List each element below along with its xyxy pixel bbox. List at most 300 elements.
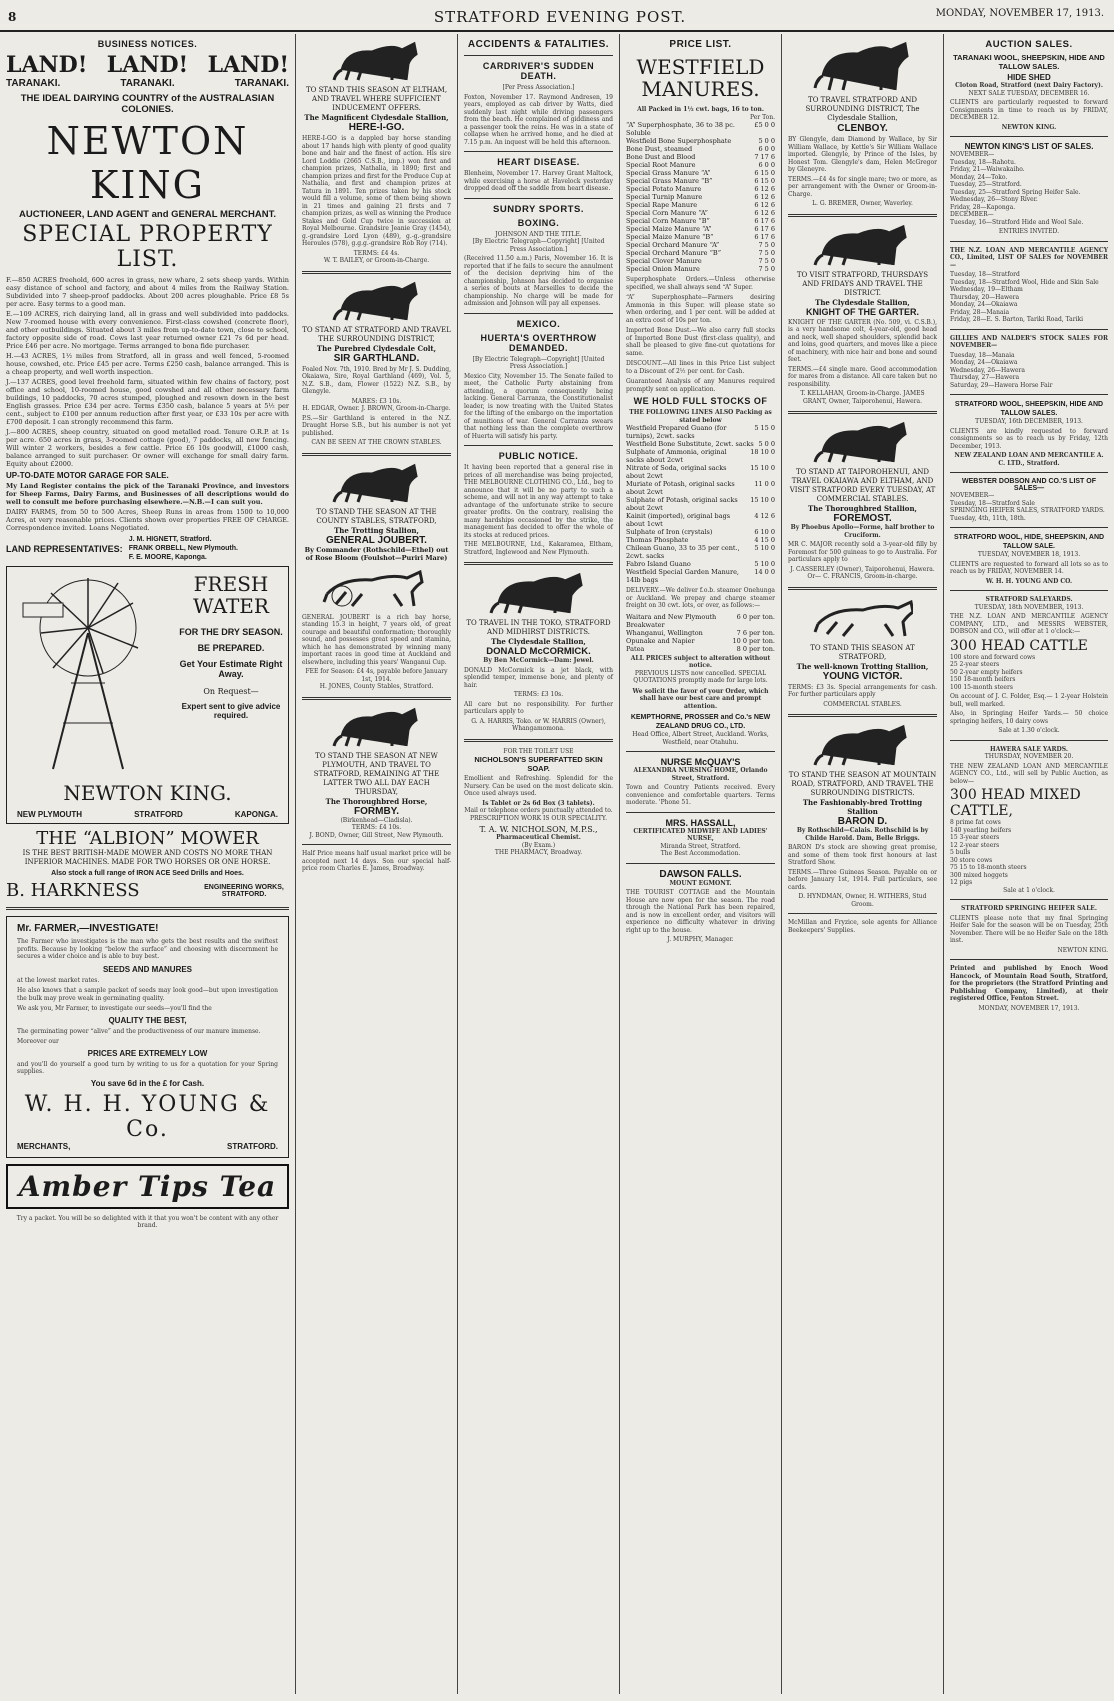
price-item-name: Westfield Bone Superphosphate bbox=[626, 137, 732, 145]
divider bbox=[950, 740, 1108, 741]
cattle-lot: 300 mixed hoggets bbox=[950, 871, 1008, 879]
divider bbox=[788, 913, 937, 914]
divider bbox=[950, 472, 1108, 473]
windmill-copy bbox=[175, 573, 287, 720]
price-item-name: Westfield Bone Substitute, 2cwt. sacks bbox=[626, 440, 754, 448]
garter-name: KNIGHT OF THE GARTER. bbox=[806, 306, 919, 317]
garthland-sub: The Purebred Clydesdale Colt, bbox=[316, 343, 437, 353]
hide-sale-date: TUESDAY, NOVEMBER 18, 1913. bbox=[977, 551, 1081, 558]
price-row bbox=[626, 169, 775, 177]
price-item-name: Thomas Phosphate bbox=[626, 536, 689, 544]
we-ask-text: We ask you, Mr Farmer, to investigate our seeds—you'll find the bbox=[17, 1005, 212, 1012]
heifer-signature: NEWTON KING. bbox=[1057, 946, 1108, 954]
reps-label: LAND REPRESENTATIVES: bbox=[6, 543, 123, 554]
rep-name: FRANK ORBELL, New Plymouth. bbox=[128, 545, 238, 552]
sale-date-item: Thursday, 27—Hawera bbox=[950, 374, 1020, 381]
price-item-name: Whanganui, Wellington bbox=[626, 628, 703, 637]
town: NEW PLYMOUTH bbox=[17, 810, 83, 819]
divider bbox=[950, 959, 1108, 960]
price-item-name: Special Clover Manure bbox=[626, 257, 702, 265]
land-register-text: My Land Register contains the pick of the Taranaki Province, and investors for Sheep Farms, Dairy Farms, and Businesses of all descriptions would do well to consult me before purchasing elsewhere.—N.B.—I can suit you. bbox=[6, 482, 289, 506]
price-row bbox=[626, 241, 775, 249]
sundry-sports-heading: SUNDRY SPORTS. bbox=[493, 203, 584, 215]
accidents-heading: ACCIDENTS & FATALITIES. bbox=[467, 39, 610, 50]
garter-heading: TO VISIT STRATFORD, THURSDAYS AND FRIDAYS AND TRAVEL THE DISTRICT. bbox=[796, 270, 929, 297]
super-orders: Superphosphate Orders.—Unless otherwise specified, we shall always send “A” Super. bbox=[626, 276, 775, 291]
price-item-name: Nitrate of Soda, original sacks about 2cwt bbox=[626, 464, 727, 480]
divider bbox=[464, 562, 613, 565]
divider bbox=[464, 313, 613, 314]
price-row bbox=[626, 217, 775, 225]
formby-name: FORMBY. bbox=[354, 805, 399, 817]
beekeepers-notice: McMillan and Fryzice, sole agents for Alliance Beekeepers' Supplies. bbox=[788, 919, 937, 934]
victor-sub: The well-known Trotting Stallion, bbox=[796, 661, 929, 671]
heifer-heading: STRATFORD SPRINGING HEIFER SALE. bbox=[961, 905, 1097, 912]
divider bbox=[788, 714, 937, 717]
nk-sales-heading: NEWTON KING'S LIST OF SALES. bbox=[964, 142, 1094, 151]
price-row bbox=[626, 177, 775, 185]
johnson-body: (Received 11.50 a.m.) Paris, November 16. It is reported that if he fails to secure the annulment of the decision depriving him of the championship, Johnson has decided to organise a series of bouts at Marseilles to decide the championship. No charge will be made for admission and Johnson will pay all expenses. bbox=[464, 255, 613, 307]
hassall-sub: CERTIFICATED MIDWIFE AND LADIES' NURSE, bbox=[633, 827, 768, 842]
price-row bbox=[626, 613, 775, 629]
sale-date-item: Wednesday, 26—Stony River. bbox=[950, 196, 1038, 203]
newton-king-sign: NEWTON KING. bbox=[63, 781, 232, 805]
saleyards-heading: STRATFORD SALEYARDS. bbox=[985, 596, 1073, 603]
price-item-name: Patea bbox=[626, 644, 645, 653]
price-item-value: 7 5 0 bbox=[758, 241, 775, 249]
column-price-list bbox=[620, 34, 782, 1694]
merchants-label: MERCHANTS, bbox=[17, 1141, 71, 1151]
soap-heading: FOR THE TOILET USE bbox=[503, 747, 574, 755]
sale-date-item: Saturday, 29—Hawera Horse Fair bbox=[950, 381, 1053, 389]
price-item-name: Chilean Guano, 33 to 35 per cent., 2cwt. sacks bbox=[626, 544, 740, 560]
hawera-date: THURSDAY, NOVEMBER 20. bbox=[984, 753, 1074, 760]
price-item-name: Special Root Manure bbox=[626, 161, 696, 169]
foremost-body: MR C. MAJOR recently sold a 3-year-old filly by Foremost for 500 guineas to go to Australia. For particulars apply to bbox=[788, 541, 937, 563]
nurse-home: ALEXANDRA NURSING HOME, Orlando Street, Stratford. bbox=[633, 767, 768, 782]
save-line: You save 6d in the £ for Cash. bbox=[90, 1078, 205, 1088]
kempthorne-name: KEMPTHORNE, PROSSER and Co.'s NEW ZEALAND DRUG CO., LTD. bbox=[630, 714, 771, 730]
head-cattle-heading: 300 HEAD CATTLE bbox=[950, 637, 1088, 654]
nurse-body: Town and Country Patients received. Every convenience and comfortable quarters. Terms moderate. 'Phone 51. bbox=[626, 784, 775, 806]
baron-sub: The Fashionably-bred Trotting Stallion bbox=[802, 798, 923, 816]
cattle-lot: 8 prime fat cows bbox=[950, 819, 1001, 826]
price-item-value: 5 10 0 bbox=[754, 560, 775, 568]
price-item-value: 6 12 6 bbox=[754, 209, 775, 217]
price-row bbox=[626, 528, 775, 536]
price-item-name: Waitara and New Plymouth Breakwater bbox=[626, 612, 717, 629]
horse-illustration bbox=[489, 571, 589, 615]
entries-invited: ENTRIES INVITED. bbox=[998, 228, 1060, 235]
ammonia-note: “A” Superphosphate—Farmers desiring Ammonia in this Super. will please state so when ordering, and 1 per cent. will be added at an extra cost of 10s per ton. bbox=[626, 294, 775, 324]
manure-price-list bbox=[626, 121, 775, 273]
price-row bbox=[626, 201, 775, 209]
heart-disease-body: Blenheim, November 17. Harvey Grant Maltock, while exercising a horse at Havelock yesterday dropped dead off the saddle from heart disease. bbox=[464, 170, 613, 192]
price-item-value: 5 0 0 bbox=[758, 440, 775, 448]
germinating-text: The germinating power “alive” and the productiveness of our manure immense. bbox=[17, 1027, 261, 1035]
newton-king-heading: NEWTON KING bbox=[46, 119, 249, 207]
price-item-value: 14 0 0 bbox=[754, 568, 775, 576]
webster-list bbox=[950, 492, 1108, 522]
price-item-name: Westfield Prepared Guano (for turnips), 2cwt. sacks bbox=[626, 424, 727, 440]
price-item-value: 7 5 0 bbox=[758, 257, 775, 265]
farmer-advert bbox=[6, 916, 289, 1158]
farmer-body: The Farmer who investigates is the man who gets the best results and the swiftest profits. Because by looking “below the surface” and choosing with discernment he secures a wider choice and is able to buy best. bbox=[17, 938, 278, 960]
price-row bbox=[626, 265, 775, 273]
price-row bbox=[626, 536, 775, 544]
horse-illustration bbox=[332, 280, 422, 322]
price-row bbox=[626, 629, 775, 637]
price-row bbox=[626, 225, 775, 233]
sample-text: He also knows that a sample packet of seeds may look good—but upon investigation the bulk may prove weak in germinating quality. bbox=[17, 987, 278, 1002]
sale-date-item: Tuesday, 18—Stratford Wool, Hide and Skin Sale bbox=[950, 278, 1099, 286]
soap-body: Emollient and Refreshing. Splendid for the Nursery. Can be used on the most delicate skin. Once used always used. bbox=[464, 775, 613, 797]
town: STRATFORD bbox=[134, 810, 183, 819]
gillies-heading: GILLIES AND NALDER'S STOCK SALES FOR NOVEMBER— bbox=[950, 334, 1108, 349]
sale-date-item: SPRINGING HEIFER SALES, STRATFORD YARDS. bbox=[950, 507, 1105, 514]
price-row bbox=[626, 645, 775, 653]
mccormick-sub: The Clydesdale Stallion, bbox=[491, 637, 586, 646]
sale-date-item: Tuesday, 16—Stratford Hide and Wool Sale. bbox=[950, 218, 1084, 226]
telegraph-source: [By Electric Telegraph—Copyright] [United Press Association.] bbox=[472, 238, 605, 253]
baron-owner: D. HYNDMAN, Owner, H. WITHERS, Stud Groom. bbox=[798, 893, 927, 908]
sale-date-item: DECEMBER— bbox=[950, 211, 994, 218]
divider bbox=[950, 527, 1108, 528]
sale-date-item: Tuesday, 18—Stratford Sale bbox=[950, 499, 1035, 507]
price-item-value: 5 10 0 bbox=[754, 544, 775, 552]
engineering-works: ENGINEERING WORKS, STRATFORD. bbox=[204, 883, 284, 898]
divider bbox=[950, 136, 1108, 137]
price-item-value: 6 0 0 bbox=[758, 161, 775, 169]
solicit-line: We solicit the favor of your Order, which shall have our best care and prompt attention. bbox=[632, 687, 769, 710]
nk-sales-list bbox=[950, 159, 1108, 227]
taranaki-word: TARANAKI. bbox=[234, 78, 289, 89]
price-row bbox=[626, 448, 775, 464]
stratford-label: STRATFORD. bbox=[227, 1141, 278, 1151]
price-item-name: Bone Dust and Blood bbox=[626, 153, 696, 161]
sale-date-item: Tuesday, 4th, 11th, 18th. bbox=[950, 514, 1026, 522]
price-row bbox=[626, 185, 775, 193]
mccormick-care: All care but no responsibility. For further particulars apply to bbox=[464, 700, 613, 715]
nz-loan-heading: THE N.Z. LOAN AND MERCANTILE AGENCY CO., Limited, LIST OF SALES for NOVEMBER— bbox=[950, 246, 1108, 269]
sale-date-item: Wednesday, 26—Hawera bbox=[950, 366, 1025, 374]
taranaki-row bbox=[6, 78, 289, 89]
albion-mower-sub: IS THE BEST BRITISH-MADE MOWER AND COSTS NO MORE THAN INFERIOR MACHINES. MADE FOR TWO HORSES OR ONE HORSE. bbox=[22, 849, 273, 866]
divider bbox=[950, 590, 1108, 591]
price-item-name: Special Corn Manure “A” bbox=[626, 209, 708, 217]
listing: H.—43 ACRES, 1½ miles from Stratford, all in grass and well fenced, 5-roomed house, cowshed, etc. Price £45 per acre. Terms £250 cash, balance arranged. This is a cheap property, and well worth inspection. bbox=[6, 352, 289, 376]
fresh-water-heading: FRESH WATER bbox=[193, 572, 269, 618]
quality-heading: QUALITY THE BEST, bbox=[108, 1015, 187, 1025]
listing: F.—850 ACRES freehold, 600 acres in grass, new whare, 2 sets sheep yards. Within easy distance of school and factory, and about 4 miles from the Railway Station. Subdivided into 7 sheep-proof paddocks. About 200 acres ploughable. Price £8 5s per acre. Easy terms to a good man. bbox=[6, 276, 289, 308]
cattle-lot: 150 18-month heifers bbox=[950, 676, 1016, 683]
nicholson-name: T. A. W. NICHOLSON, M.P.S., bbox=[479, 825, 598, 834]
windmill-advert bbox=[6, 566, 289, 824]
foremost-owner: J. CASSERLEY (Owner), Taiporohenui, Hawera. Or— C. FRANCIS, Groom-in-charge. bbox=[790, 565, 935, 580]
cattle-lot: 30 store cows bbox=[950, 856, 993, 864]
price-item-name: Kainit (imported), original bags about 1cwt bbox=[626, 512, 731, 528]
price-item-name: Special Grass Manure “B” bbox=[626, 177, 713, 185]
heifer-body: CLIENTS please note that my final Springing Heifer Sale for the season will be on Tuesday, 25th November. There will be no Heifer Sale on the 18th inst. bbox=[950, 914, 1108, 944]
wool-sales-heading: TARANAKI WOOL, SHEEPSKIN, HIDE AND TALLOW SALES. bbox=[953, 53, 1105, 71]
pharmacy-line: THE PHARMACY, Broadway. bbox=[494, 849, 583, 856]
soap-mail: Mail or telephone orders punctually attended to. bbox=[464, 807, 613, 814]
joubert-name: GENERAL JOUBERT. bbox=[326, 534, 427, 546]
price-item-value: 6 15 0 bbox=[754, 169, 775, 177]
horse-illustration bbox=[332, 706, 422, 748]
dawson-manager: J. MURPHY, Manager. bbox=[667, 936, 734, 943]
price-item-value: 6 12 6 bbox=[754, 201, 775, 209]
folder-note: On account of J. C. Folder, Esq.— 1 2-year Holstein bull, well marked. bbox=[950, 693, 1108, 708]
packed-line: All Packed in 1½ cwt. bags, 16 to ton. bbox=[637, 106, 764, 113]
mccormick-terms: TERMS: £3 10s. bbox=[513, 691, 564, 698]
land-banner bbox=[6, 52, 289, 78]
cattle-lot: 100 15-month steers bbox=[950, 683, 1013, 691]
price-item-name: Sulphate of Potash, original sacks about 2cwt bbox=[626, 496, 738, 512]
imprint-date: MONDAY, NOVEMBER 17, 1913. bbox=[978, 1004, 1080, 1012]
hassall-address: Miranda Street, Stratford. bbox=[660, 842, 741, 850]
per-ton-label: Per Ton. bbox=[749, 113, 775, 121]
victor-terms: TERMS: £3 3s. Special arrangements for cash. For further particulars apply bbox=[788, 683, 937, 698]
newspaper-title: STRATFORD EVENING POST. bbox=[433, 8, 687, 26]
divider bbox=[302, 271, 451, 274]
merchants-row bbox=[17, 1142, 278, 1151]
divider bbox=[950, 241, 1108, 242]
divider bbox=[302, 844, 451, 845]
column-stallions-1 bbox=[296, 34, 458, 1694]
garthland-terms: MARES: £3 10s. bbox=[351, 397, 402, 405]
nz-loan-list bbox=[950, 271, 1108, 324]
dairy-farms-text: DAIRY FARMS, from 50 to 500 Acres, Sheep Runs in areas from 1500 to 10,000 Acres, at very reasonable prices. Clients shown over properties FREE OF CHARGE. Correspondence invited. Loans Negotiated. bbox=[6, 508, 289, 532]
price-item-value: 6 0 0 bbox=[758, 145, 775, 153]
divider bbox=[950, 899, 1108, 900]
sale-date-item: Friday, 21—Waiwakaiho. bbox=[950, 166, 1025, 173]
freight-list bbox=[626, 613, 775, 653]
clenboy-body: BY Glengyle, dam Diamond by Wallace, by Sir William Wallace, by Kettle's Sir William Wallace imported. Glengyle, by Prince of the Isles, by Honest Tom. Glengyle's dam, Helen McGregor by Gleneyre. bbox=[788, 136, 937, 173]
mixed-cattle-list bbox=[950, 819, 1108, 887]
price-item-name: Fabro Island Guano bbox=[626, 560, 691, 568]
alteration-note: ALL PRICES subject to alteration without notice. bbox=[630, 654, 771, 669]
garthland-heading: TO STAND AT STRATFORD AND TRAVEL THE SURROUNDING DISTRICT, bbox=[302, 325, 451, 343]
price-item-name: Special Maize Manure “B” bbox=[626, 233, 714, 241]
baron-name: BARON D. bbox=[837, 816, 888, 827]
price-row bbox=[626, 440, 775, 448]
price-item-name: Muriate of Potash, original sacks about 2cwt bbox=[626, 480, 735, 496]
windmill-illustration bbox=[13, 573, 163, 773]
divider bbox=[950, 329, 1108, 330]
crown-stables: CAN BE SEEN AT THE CROWN STABLES. bbox=[311, 439, 442, 446]
price-item-value: 4 12 6 bbox=[754, 512, 775, 520]
taranaki-word: TARANAKI. bbox=[6, 78, 61, 89]
joubert-heading: TO STAND THE SEASON AT THE COUNTY STABLES, STRATFORD, bbox=[316, 507, 437, 525]
land-representatives bbox=[6, 535, 289, 562]
price-row bbox=[626, 424, 775, 440]
foremost-by: By Phoebus Apollo—Forme, half brother to Cruciform. bbox=[790, 524, 935, 539]
price-row bbox=[626, 153, 775, 161]
divider bbox=[626, 812, 775, 813]
dawson-body: THE TOURIST COTTAGE and the Mountain House are now open for the season. The road through the National Park has been repaired, and is now in excellent order, and visitors will experience no difficulty whatever in driving right up to the house. bbox=[626, 889, 775, 934]
land-word: LAND! bbox=[106, 52, 189, 78]
price-item-name: Bone Dust, steamed bbox=[626, 145, 693, 153]
sale-date-item: Tuesday, 18—Rahotu. bbox=[950, 158, 1016, 166]
issue-date: MONDAY, NOVEMBER 17, 1913. bbox=[935, 8, 1104, 19]
harkness-name: B. HARKNESS bbox=[6, 880, 140, 901]
be-prepared-line: BE PREPARED. bbox=[197, 643, 265, 653]
farmer-heading: Mr. FARMER,—INVESTIGATE! bbox=[17, 923, 159, 934]
soap-price: Is Tablet or 2s 6d Box (3 tablets). bbox=[482, 799, 595, 807]
price-row bbox=[626, 560, 775, 568]
horse-illustration bbox=[813, 420, 913, 464]
price-row bbox=[626, 480, 775, 496]
baron-terms: TERMS.—Three Guineas Season. Payable on or before January 1st, 1914. Full particulars, see cards. bbox=[788, 868, 937, 891]
page-number: 8 bbox=[8, 10, 17, 24]
baron-body: BARON D's stock are showing great promise, and some of them took first honours at last Stratford Show. bbox=[788, 844, 937, 866]
price-item-name: Special Orchard Manure “B” bbox=[626, 249, 722, 257]
victor-owner: COMMERCIAL STABLES. bbox=[823, 700, 902, 708]
divider bbox=[950, 394, 1108, 395]
johnson-heading: JOHNSON AND THE TITLE. bbox=[495, 230, 582, 238]
divider bbox=[788, 587, 937, 590]
garage-heading: UP-TO-DATE MOTOR GARAGE FOR SALE. bbox=[6, 471, 169, 480]
hawera-body: THE NEW ZEALAND LOAN AND MERCANTILE AGENCY CO., Ltd., will sell by Public Auction, as below— bbox=[950, 762, 1108, 785]
branch-towns bbox=[17, 810, 278, 819]
public-notice-body: It having been reported that a general rise in prices of all merchandise was being projected, THE MELBOURNE CLOTHING CO., Ltd., beg to announce that it will be no party to such a scheme, and will not in any way attempt to take advantage of the unfortunate strike to secure greater profits. On the contrary, realising the many hardships occasioned by the strike, the management has decided to offer the whole of its stocks at reduced prices. bbox=[464, 464, 613, 539]
printers-imprint: Printed and published by Enoch Wood Hancock, of Mountain Road South, Stratford, for the proprietors (the Stratford Printing and Publishing Company, Limited), at their registered Office, Fenton Street. bbox=[950, 965, 1108, 1002]
price-item-value: 11 0 0 bbox=[754, 480, 775, 488]
boxing-heading: BOXING. bbox=[517, 217, 560, 228]
listing: J.—137 ACRES, good level freehold farm, situated within few chains of factory, post office and school, 10-roomed house, good cowshed and all other necessary farm buildings, 10 paddocks, 70 acres stumped, ploughed and resown down in the best English grasses. Price £34 per acre. Terms £350 cash, balance 5 years at 5½ per cent., subject to £100 per annum reduction after first year, or £33 10s per acre with £700 deposit. I can strongly recommend this farm. bbox=[6, 378, 289, 426]
hereigo-terms: TERMS: £4 4s. bbox=[353, 249, 400, 257]
price-row bbox=[626, 464, 775, 480]
price-row bbox=[626, 193, 775, 201]
foremost-sub: The Thoroughbred Stallion, bbox=[808, 504, 917, 513]
horse-illustration bbox=[813, 723, 913, 767]
formby-terms: TERMS: £4 10s. bbox=[351, 824, 402, 831]
garthland-owner: H. EDGAR, Owner. J. BROWN, Groom-in-Charge. bbox=[302, 405, 451, 412]
sale-time: Sale at 1 o'clock. bbox=[1003, 886, 1055, 894]
cattle-list bbox=[950, 654, 1108, 692]
head-office: Head Office, Albert Street, Auckland. Works, Westfield, near Otahuhu. bbox=[632, 731, 769, 746]
garter-sub: The Clydesdale Stallion, bbox=[815, 297, 910, 307]
nz-loan-stratford: NEW ZEALAND LOAN AND MERCANTILE A. C. LTD., Stratford. bbox=[954, 452, 1104, 467]
divider bbox=[464, 198, 613, 199]
price-item-name: Special Corn Manure “B” bbox=[626, 217, 710, 225]
cardriver-heading: CARDRIVER'S SUDDEN DEATH. bbox=[482, 61, 595, 81]
garter-owner: T. KELLAHAN, Groom-in-Charge. JAMES GRANT, Owner, Taiporohenui, Hawera. bbox=[800, 390, 925, 405]
horse-illustration bbox=[332, 40, 422, 82]
price-item-name: Special Turnip Manure bbox=[626, 193, 703, 201]
formby-owner: J. BOND, Owner, Gill Street, New Plymouth. bbox=[309, 831, 444, 839]
price-item-value: 6 15 0 bbox=[754, 177, 775, 185]
joubert-fee: FEE for Season: £4 4s, payable before January 1st, 1914. bbox=[305, 668, 448, 683]
formby-heading: TO STAND THE SEASON AT NEW PLYMOUTH, AND TRAVEL TO STRATFORD, REMAINING AT THE LATTER TWO ALL DAY EACH THURSDAY, bbox=[313, 751, 440, 796]
cattle-lot: 15 3-year steers bbox=[950, 834, 1000, 841]
mccormick-body: DONALD McCormick is a jet black, with splendid temper, immense bone, and plenty of hair. bbox=[464, 666, 613, 689]
divider bbox=[626, 863, 775, 864]
newton-king-sig: NEWTON KING. bbox=[1001, 123, 1057, 131]
price-item-value: 4 15 0 bbox=[754, 536, 775, 544]
divider bbox=[302, 453, 451, 456]
joubert-sub: The Trotting Stallion, bbox=[334, 525, 419, 535]
other-lines-price-list bbox=[626, 424, 775, 584]
reps-list bbox=[129, 535, 238, 562]
dawson-falls-heading: DAWSON FALLS. bbox=[659, 868, 742, 880]
hide-sale-heading: STRATFORD WOOL, HIDE, SHEEPSKIN, AND TALLOW SALE. bbox=[953, 534, 1105, 550]
expert-line: Expert sent to give advice required. bbox=[181, 702, 281, 720]
nurse-heading: NURSE McQUAY'S bbox=[660, 757, 741, 767]
sale-time: Sale at 1.30 o'clock. bbox=[998, 727, 1060, 734]
listing: J.—800 ACRES, sheep country, situated on good metalled road. Tenure O.R.P. at 1s per acre. 650 acres in grass, 3-roomed cottage (good), 7 paddocks, all new fencing. Will winter 2 workers, besides a few cattle. Price £6 10s goodwill, £1000 cash, balance arranged to suit purchaser. Or owner will exchange for small dairy farm. Equity about £2000. bbox=[6, 428, 289, 468]
rep-name: F. E. MOORE, Kaponga. bbox=[128, 554, 207, 561]
auctioneer-line: AUCTIONEER, LAND AGENT and GENERAL MERCHANT. bbox=[18, 209, 277, 220]
sale-date-item: Friday, 28—Manaia bbox=[950, 308, 1010, 316]
analysis-note: Guaranteed Analysis of any Manures required promptly sent on application. bbox=[626, 378, 775, 393]
price-item-name: Opunake and Napier bbox=[626, 636, 695, 645]
hereigo-sub: The Magnificent Clydesdale Stallion, bbox=[304, 113, 449, 122]
price-row bbox=[626, 496, 775, 512]
divider bbox=[464, 151, 613, 152]
price-row bbox=[626, 512, 775, 528]
property-listings bbox=[6, 276, 289, 468]
price-item-value: 6 10 0 bbox=[754, 528, 775, 536]
amber-tips-tea-logo: Amber Tips Tea bbox=[6, 1164, 289, 1209]
divider bbox=[464, 445, 613, 446]
price-row bbox=[626, 121, 775, 137]
westfield-manures-heading: WESTFIELD MANURES. bbox=[636, 55, 765, 101]
price-row bbox=[626, 145, 775, 153]
heart-disease-heading: HEART DISEASE. bbox=[497, 157, 580, 167]
estimate-line: Get Your Estimate Right Away. bbox=[179, 659, 283, 679]
seeds-heading: SEEDS AND MANURES bbox=[102, 964, 193, 974]
half-price-notice: Half Price means half usual market price will be accepted next 14 days. Son our special half-price room Charles E. James, Broadway. bbox=[302, 850, 451, 872]
garter-terms: TERMS.—£4 single mare. Good accommodation for mares from a distance. All care taken but no responsibility. bbox=[788, 365, 937, 388]
sale-date-item: Monday, 24—Okaiawa bbox=[950, 359, 1018, 366]
price-item-value: 6 0 per ton. bbox=[736, 612, 775, 621]
divider bbox=[464, 739, 613, 742]
sale-date-item: Tuesday, 25—Stratford Spring Heifer Sale. bbox=[950, 188, 1081, 196]
price-item-value: 8 0 per ton. bbox=[736, 644, 775, 653]
public-notice-heading: PUBLIC NOTICE. bbox=[498, 451, 579, 461]
dawson-sub: MOUNT EGMONT. bbox=[669, 879, 732, 887]
price-item-value: 6 17 6 bbox=[754, 233, 775, 241]
price-row bbox=[626, 249, 775, 257]
garthland-body: Foaled Nov. 7th, 1910. Bred by Mr J. S. Dudding, Okaiawa, Sire, Royal Garthland (469), Vol. 5, N.Z. S.B., dam, Flower (1522) N.Z. S.B., by Glengyle. bbox=[302, 365, 451, 395]
price-item-value: 6 12 6 bbox=[754, 185, 775, 193]
cattle-lot: 75 15 to 18-month steers bbox=[950, 864, 1027, 871]
column-business-notices bbox=[0, 34, 296, 1694]
price-item-value: 10 0 per ton. bbox=[732, 636, 775, 645]
hassall-heading: MRS. HASSALL, bbox=[665, 817, 736, 828]
cattle-lot: 140 yearling heifers bbox=[950, 826, 1012, 834]
mccormick-owner: G. A. HARRIS, Toko. or W. HARRIS (Owner), Whangamomona. bbox=[471, 717, 606, 732]
price-row bbox=[626, 637, 775, 645]
hide-shed: HIDE SHED bbox=[1007, 73, 1051, 82]
land-word: LAND! bbox=[207, 52, 289, 78]
price-item-name: “A” Superphosphate, 36 to 38 pc. Soluble bbox=[626, 121, 735, 137]
hereigo-owner: W. T. BAILEY, or Groom-in-Charge. bbox=[323, 257, 430, 264]
cattle-lot: 12 pigs bbox=[950, 879, 973, 886]
section-heading: BUSINESS NOTICES. bbox=[97, 39, 198, 49]
victor-heading: TO STAND THIS SEASON AT STRATFORD, bbox=[810, 643, 915, 661]
trotting-horse-illustration bbox=[322, 566, 432, 610]
joubert-body: GENERAL JOUBERT is a rich bay horse, standing 15.3 in height, 7 years old, of great courage and beautiful conformation; thoroughly sound, and possesses great speed and stamina, which he has demonstrated by winning many important races in good time at Auckland and elsewhere, including this years' Wanganui Cup. bbox=[302, 613, 451, 666]
webster-heading: WEBSTER DOBSON AND CO.'S LIST OF SALES— bbox=[961, 478, 1097, 492]
price-row bbox=[626, 568, 775, 584]
sale-date-item: Friday, 28—Kaponga. bbox=[950, 203, 1016, 211]
trotting-horse-illustration bbox=[813, 596, 913, 640]
following-lines: THE FOLLOWING LINES ALSO Packing as stated below bbox=[629, 409, 772, 424]
press-association: [Per Press Association.] bbox=[502, 84, 575, 91]
